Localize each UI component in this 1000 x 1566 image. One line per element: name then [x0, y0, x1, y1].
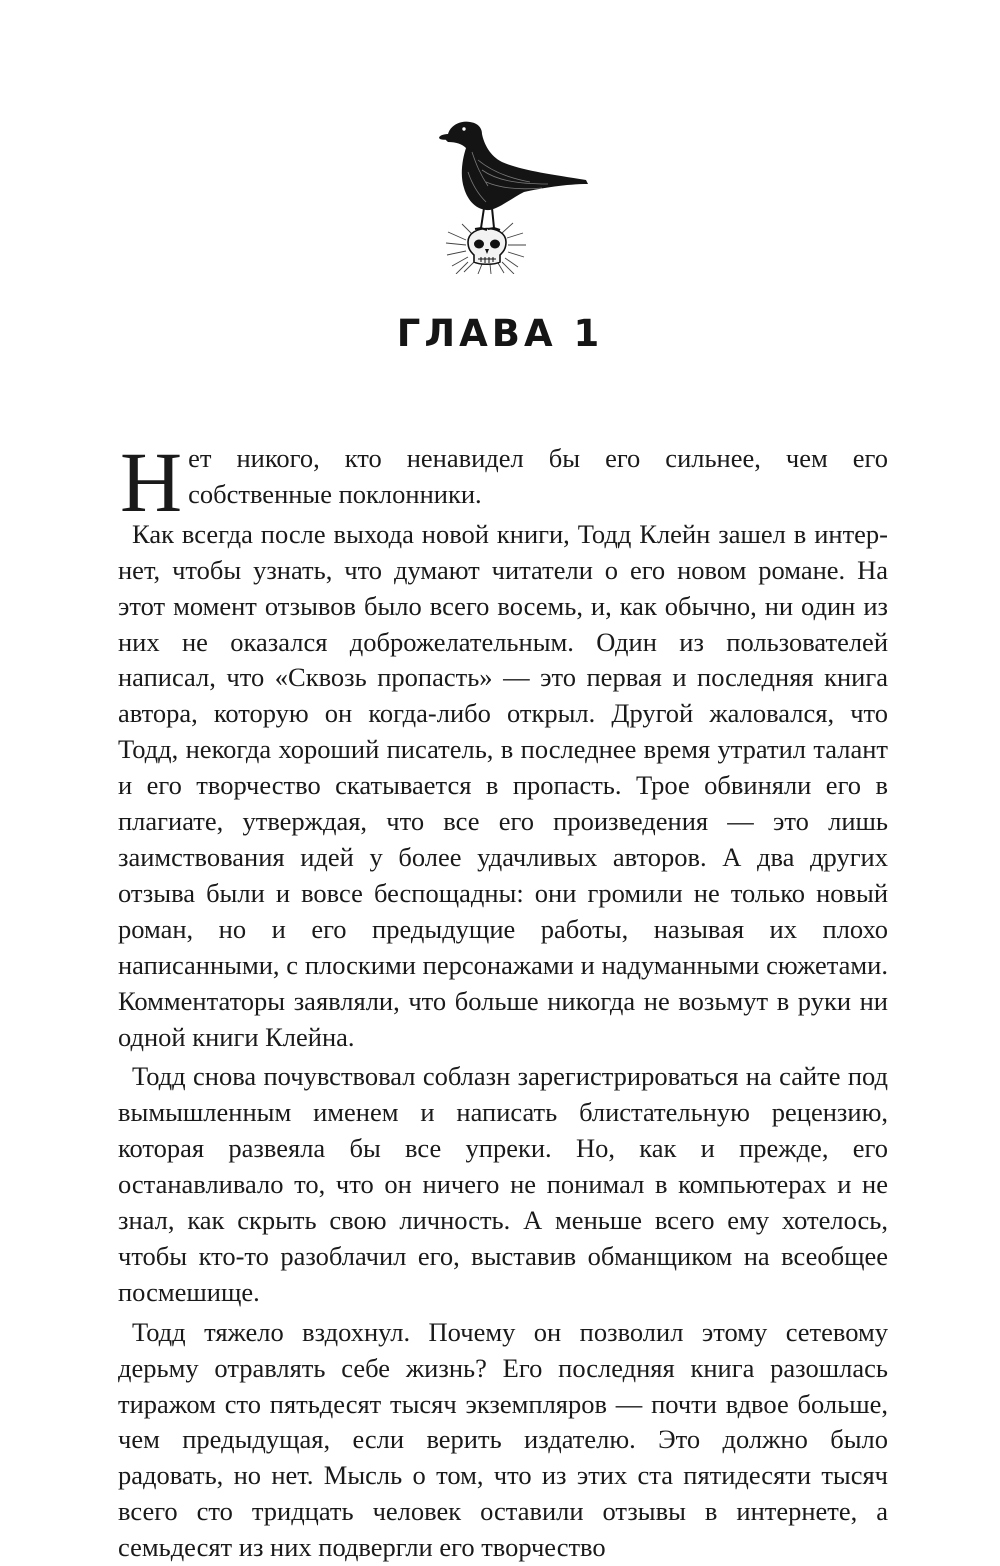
chapter-title: ГЛАВА 1 [396, 312, 604, 355]
paragraph: Тодд снова почувствовал соблазн зарегистрироваться на сайте под вымышленным именем и написать блистательную рецензию, которая развеяла бы все упреки. Но, как и прежде, его останавливало то, что он ничего не понимал в компьютерах и не знал, как скрыть свою личность. А меньше всего ему хотелось, чтобы кто-то разоблачил его, выставив обманщиком на всеобщее посмешище. [118, 1061, 888, 1307]
opening-paragraph [118, 434, 888, 530]
paragraph: Как всегда после выхода новой книги, Тодд Клейн зашел в интернет, чтобы узнать, что думают читатели о его новом романе. На этот момент отзывов было всего восемь, и, как обычно, ни один из них не оказался доброжелательным. Один из пользователей написал, что «Сквозь пропасть» — это первая и последняя книга автора, которую он когда-либо открыл. Другой жаловался, что Тодд, некогда хороший писатель, в последнее время утратил талант и его творчество скатывается в пропасть. Трое обвиняли его в плагиате, утверждая, что все его произведения — это лишь заимствования идей у более удачливых авторов. А два других отзыва были и вовсе беспощадны: они громили не только новый роман, но и его предыдущие работы, называя их плохо написанными, с плоскими персонажами и надуманными сюжетами. Комментаторы заявляли, что больше никогда не возьмут в руки ни одной книги Клейна. [118, 518, 888, 1052]
raven-on-skull-icon [438, 112, 598, 274]
paragraph-text: ет никого, кто ненавидел бы его сильнее, чем его собственные поклонники. [188, 443, 888, 509]
paragraph: Тодд тяжело вздохнул. Почему он позволил этому сетевому дерьму отравлять себе жизнь? Его последняя книга разошлась тиражом сто пятьдесят тысяч экземпляров — почти вдвое больше, чем предыдущая, если верить издателю. Это должно было радовать, но нет. Мысль о том, что из этих ста пятидесяти тысяч всего сто тридцать человек оставили отзывы в интернете, а семьдесят из них подвергли его творчество [118, 1316, 888, 1563]
chapter-text [118, 434, 888, 1566]
drop-cap: Н [120, 434, 183, 530]
